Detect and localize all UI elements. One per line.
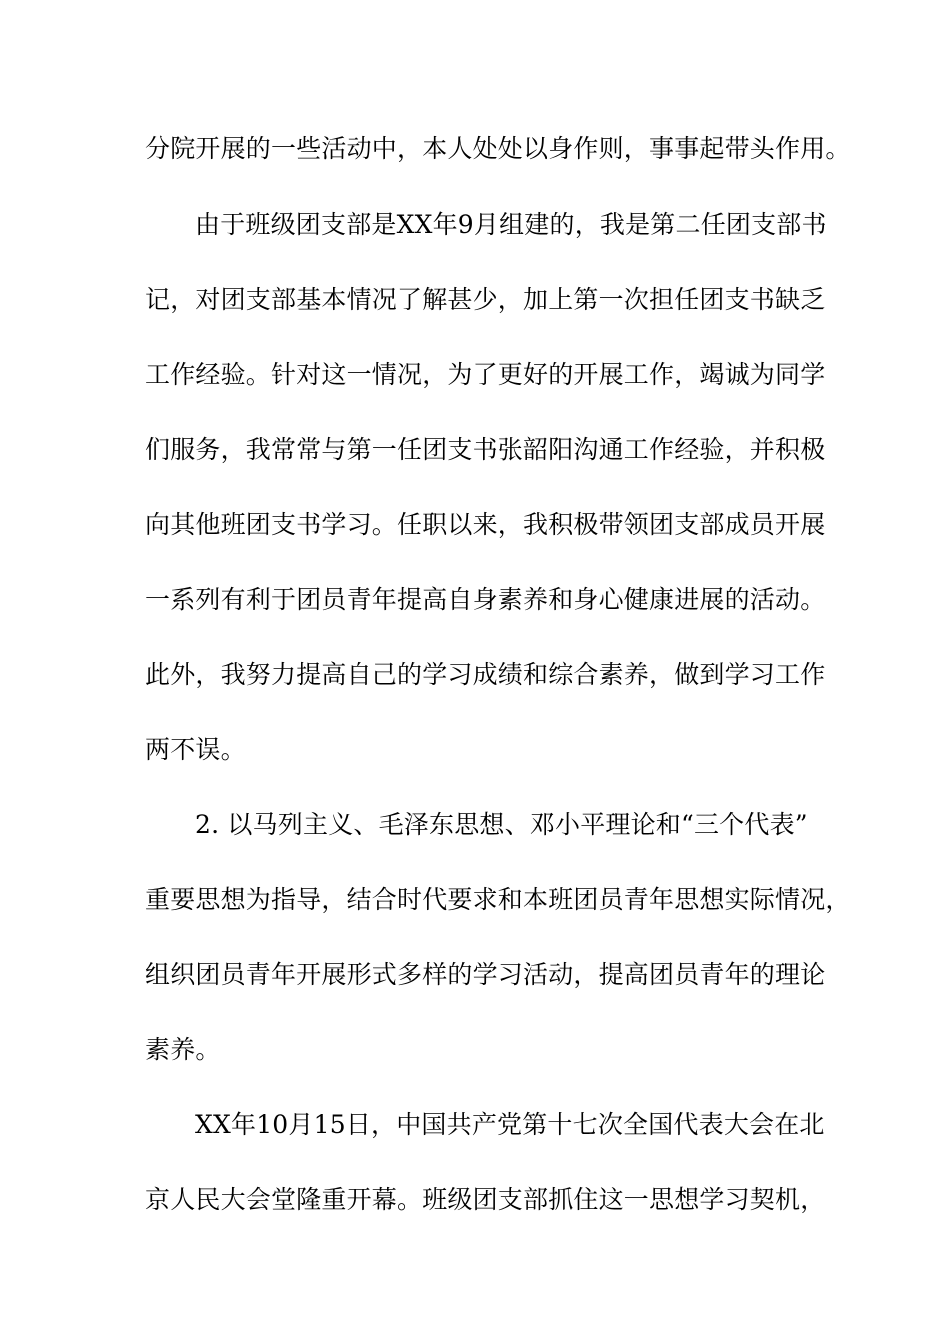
text-line: 2. 以马列主义、毛泽东思想、邓小平理论和“三个代表”	[195, 810, 808, 839]
text-line: 分院开展的一些活动中，本人处处以身作则，事事起带头作用。	[145, 134, 851, 163]
text-line: 工作经验。针对这一情况，为了更好的开展工作，竭诚为同学	[145, 360, 826, 389]
text-line: 一系列有利于团员青年提高自身素养和身心健康进展的活动。	[145, 585, 826, 614]
text-line: 记，对团支部基本情况了解甚少，加上第一次担任团支书缺乏	[145, 285, 826, 314]
text-line: 组织团员青年开展形式多样的学习活动，提高团员青年的理论	[145, 960, 826, 989]
text-line: 们服务，我常常与第一任团支书张韶阳沟通工作经验，并积极	[145, 435, 826, 464]
text-line: XX年10月15日，中国共产党第十七次全国代表大会在北	[195, 1110, 825, 1139]
text-line: 素养。	[145, 1035, 221, 1064]
text-line: 向其他班团支书学习。任职以来，我积极带领团支部成员开展	[145, 510, 826, 539]
text-line: 两不误。	[145, 735, 246, 764]
text-line: 由于班级团支部是XX年9月组建的，我是第二任团支部书	[195, 210, 827, 239]
text-line: 此外，我努力提高自己的学习成绩和综合素养，做到学习工作	[145, 660, 826, 689]
text-line: 重要思想为指导，结合时代要求和本班团员青年思想实际情况，	[145, 885, 851, 914]
text-line: 京人民大会堂隆重开幕。班级团支部抓住这一思想学习契机，	[145, 1185, 826, 1214]
